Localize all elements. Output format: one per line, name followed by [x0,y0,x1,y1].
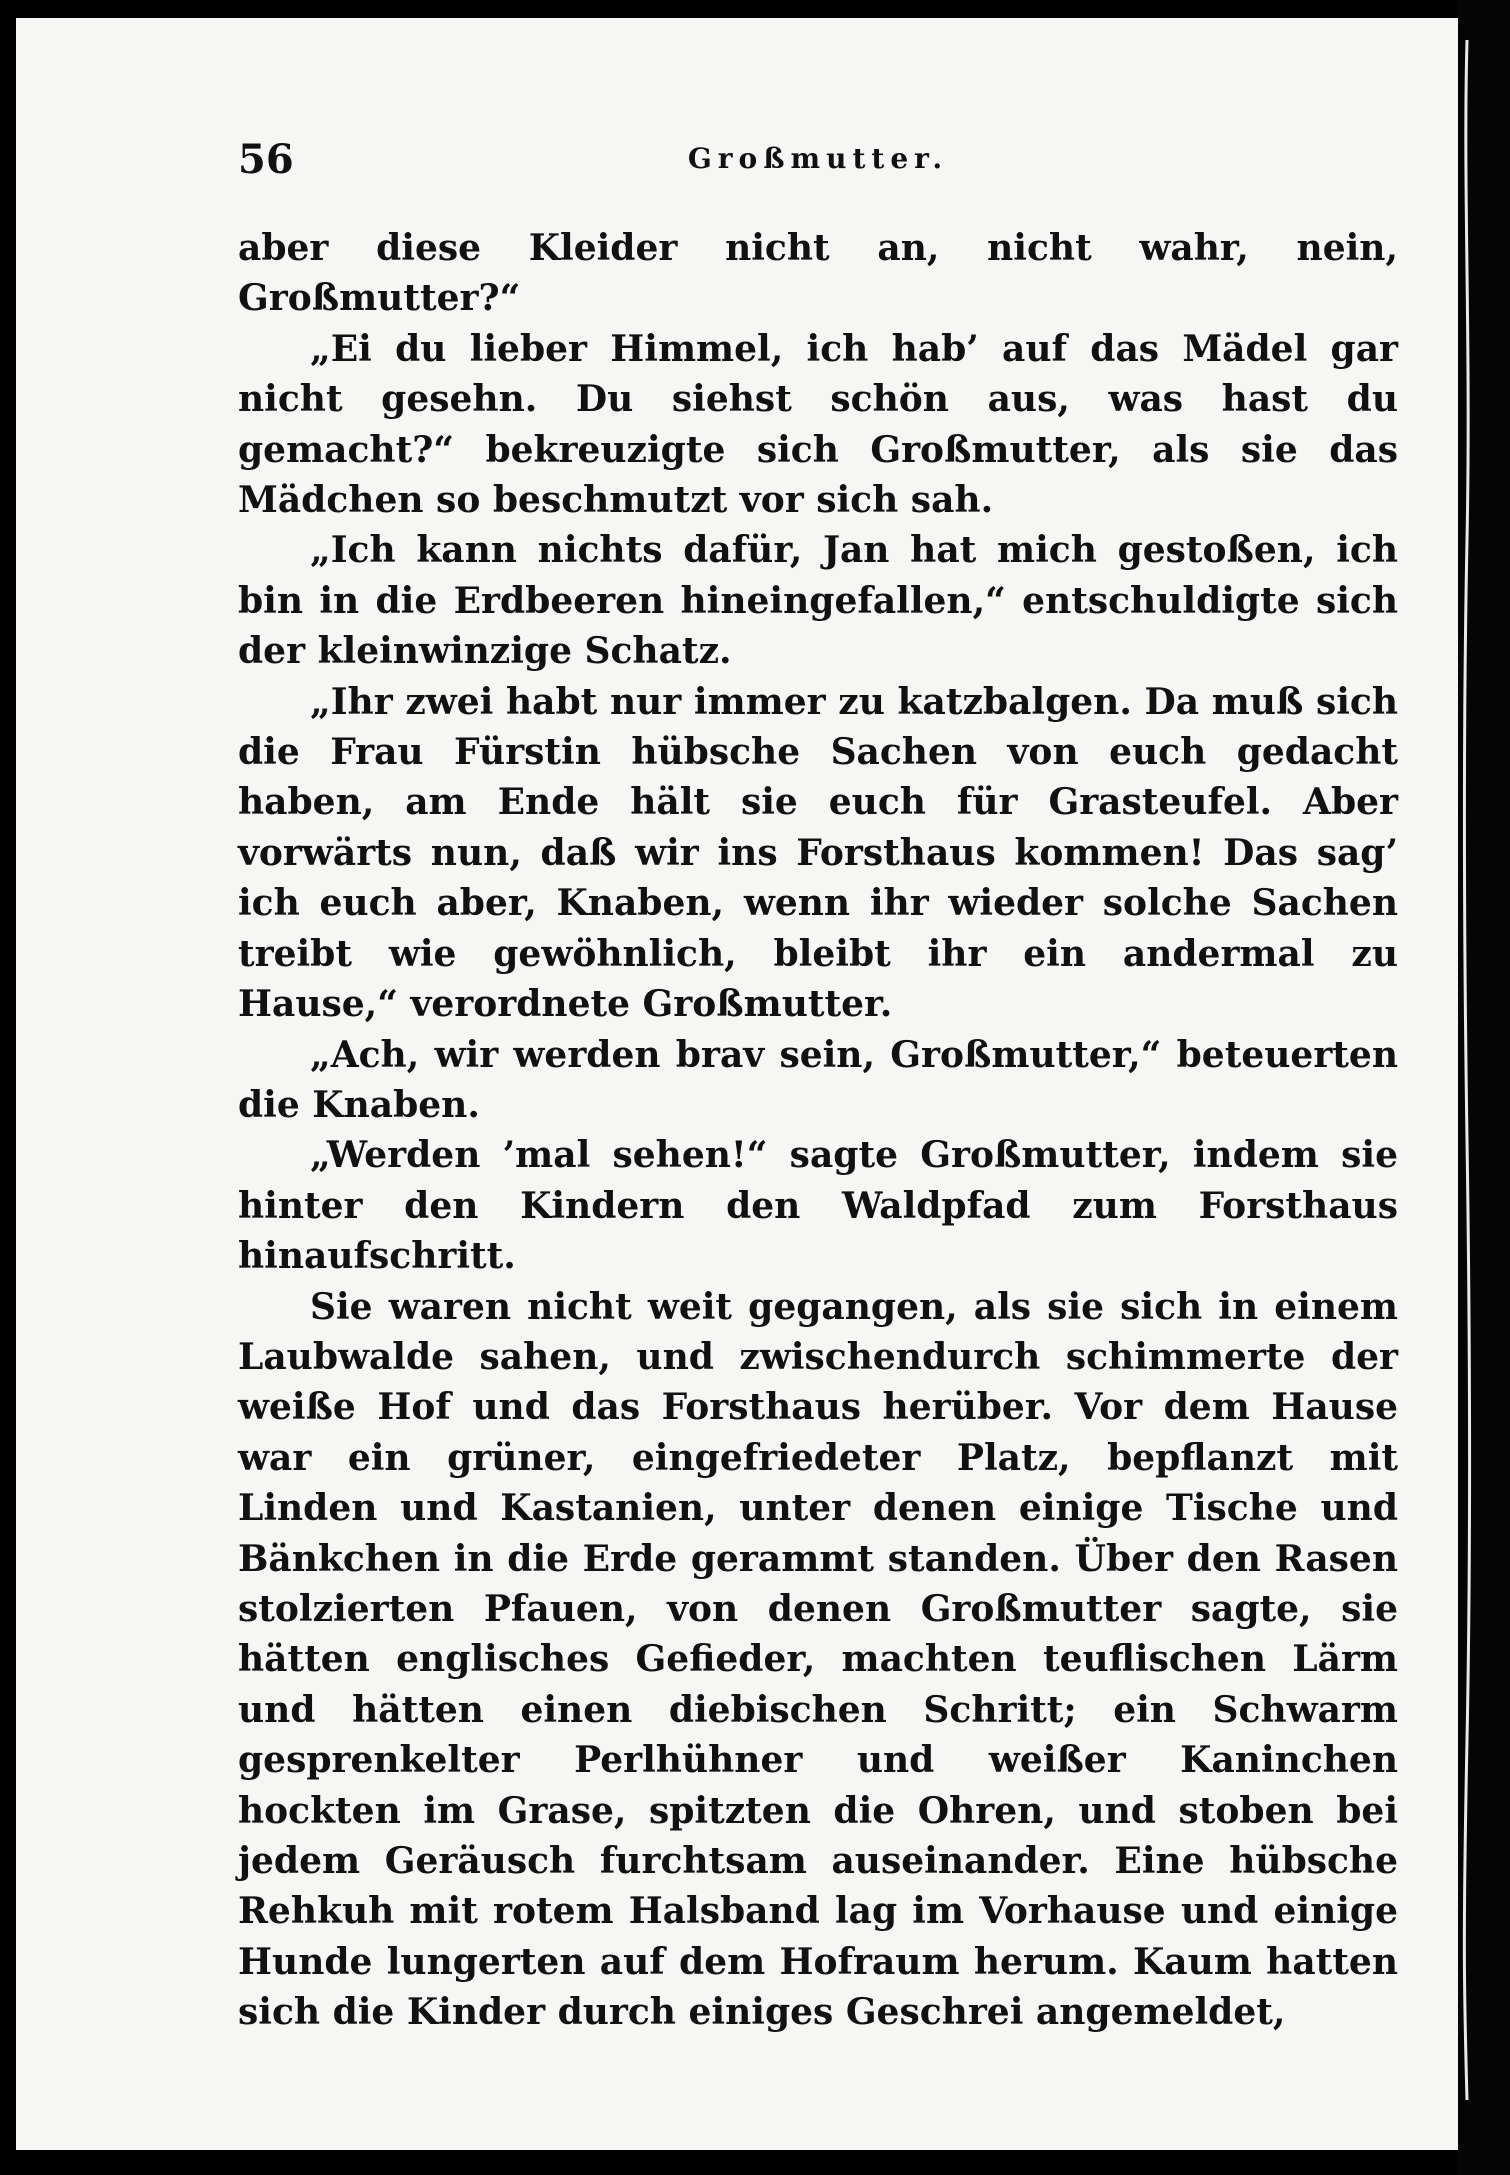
page-number: 56 [238,136,294,183]
paragraph: „Werden ’mal sehen!“ sagte Großmutter, indem sie hinter den Kindern den Waldpfad zum Forsthaus hinaufschritt. [238,1134,1398,1278]
paragraph: „Ei du lieber Himmel, ich hab’ auf das Mädel gar nicht gesehn. Du siehst schön aus, was hast du gemacht?“ bekreuzigte sich Großmutter, als sie das Mädchen so beschmutzt vor sich sah. [238,327,1398,522]
page-header [238,136,1398,196]
paragraph: „Ich kann nichts dafür, Jan hat mich gestoßen, ich bin in die Erdbeeren hineingefallen,“ entschuldigte sich der kleinwinzige Schatz. [238,529,1398,673]
binding-line-graphic [1462,40,1472,2100]
book-page [16,18,1496,2150]
running-title: Großmutter. [687,142,949,175]
paragraph: „Ihr zwei habt nur immer zu katzbalgen. Da muß sich die Frau Fürstin hübsche Sachen von euch gedacht haben, am Ende hält sie euch für Grasteufel. Aber vorwärts nun, daß wir ins Forsthaus kommen! Das sag’ ich euch aber, Knaben, wenn ihr wieder solche Sachen treibt wie gewöhnlich, bleibt ihr ein andermal zu Hause,“ verordnete Großmutter. [238,680,1398,1026]
paragraph: aber diese Kleider nicht an, nicht wahr, nein, Großmutter?“ [238,227,1398,320]
body-text [238,223,1398,2038]
paragraph: Sie waren nicht weit gegangen, als sie sich in einem Laubwalde sahen, und zwischendurch schimmerte der weiße Hof und das Forsthaus herüber. Vor dem Hause war ein grüner, eingefriedeter Platz, bepflanzt mit Linden und Kastanien, unter denen einige Tische und Bänkchen in die Erde gerammt standen. Über den Rasen stolzierten Pfauen, von denen Großmutter sagte, sie hätten englisches Gefieder, machten teuflischen Lärm und hätten einen diebischen Schritt; ein Schwarm gesprenkelter Perlhühner und weißer Kaninchen hockten im Grase, spitzten die Ohren, und stoben bei jedem Geräusch furchtsam auseinander. Eine hübsche Rehkuh mit rotem Halsband lag im Vorhause und einige Hunde lungerten auf dem Hofraum herum. Kaum hatten sich die Kinder durch einiges Geschrei angemeldet, [238,1285,1398,2034]
paragraph: „Ach, wir werden brav sein, Großmutter,“ beteuerten die Knaben. [238,1033,1398,1126]
